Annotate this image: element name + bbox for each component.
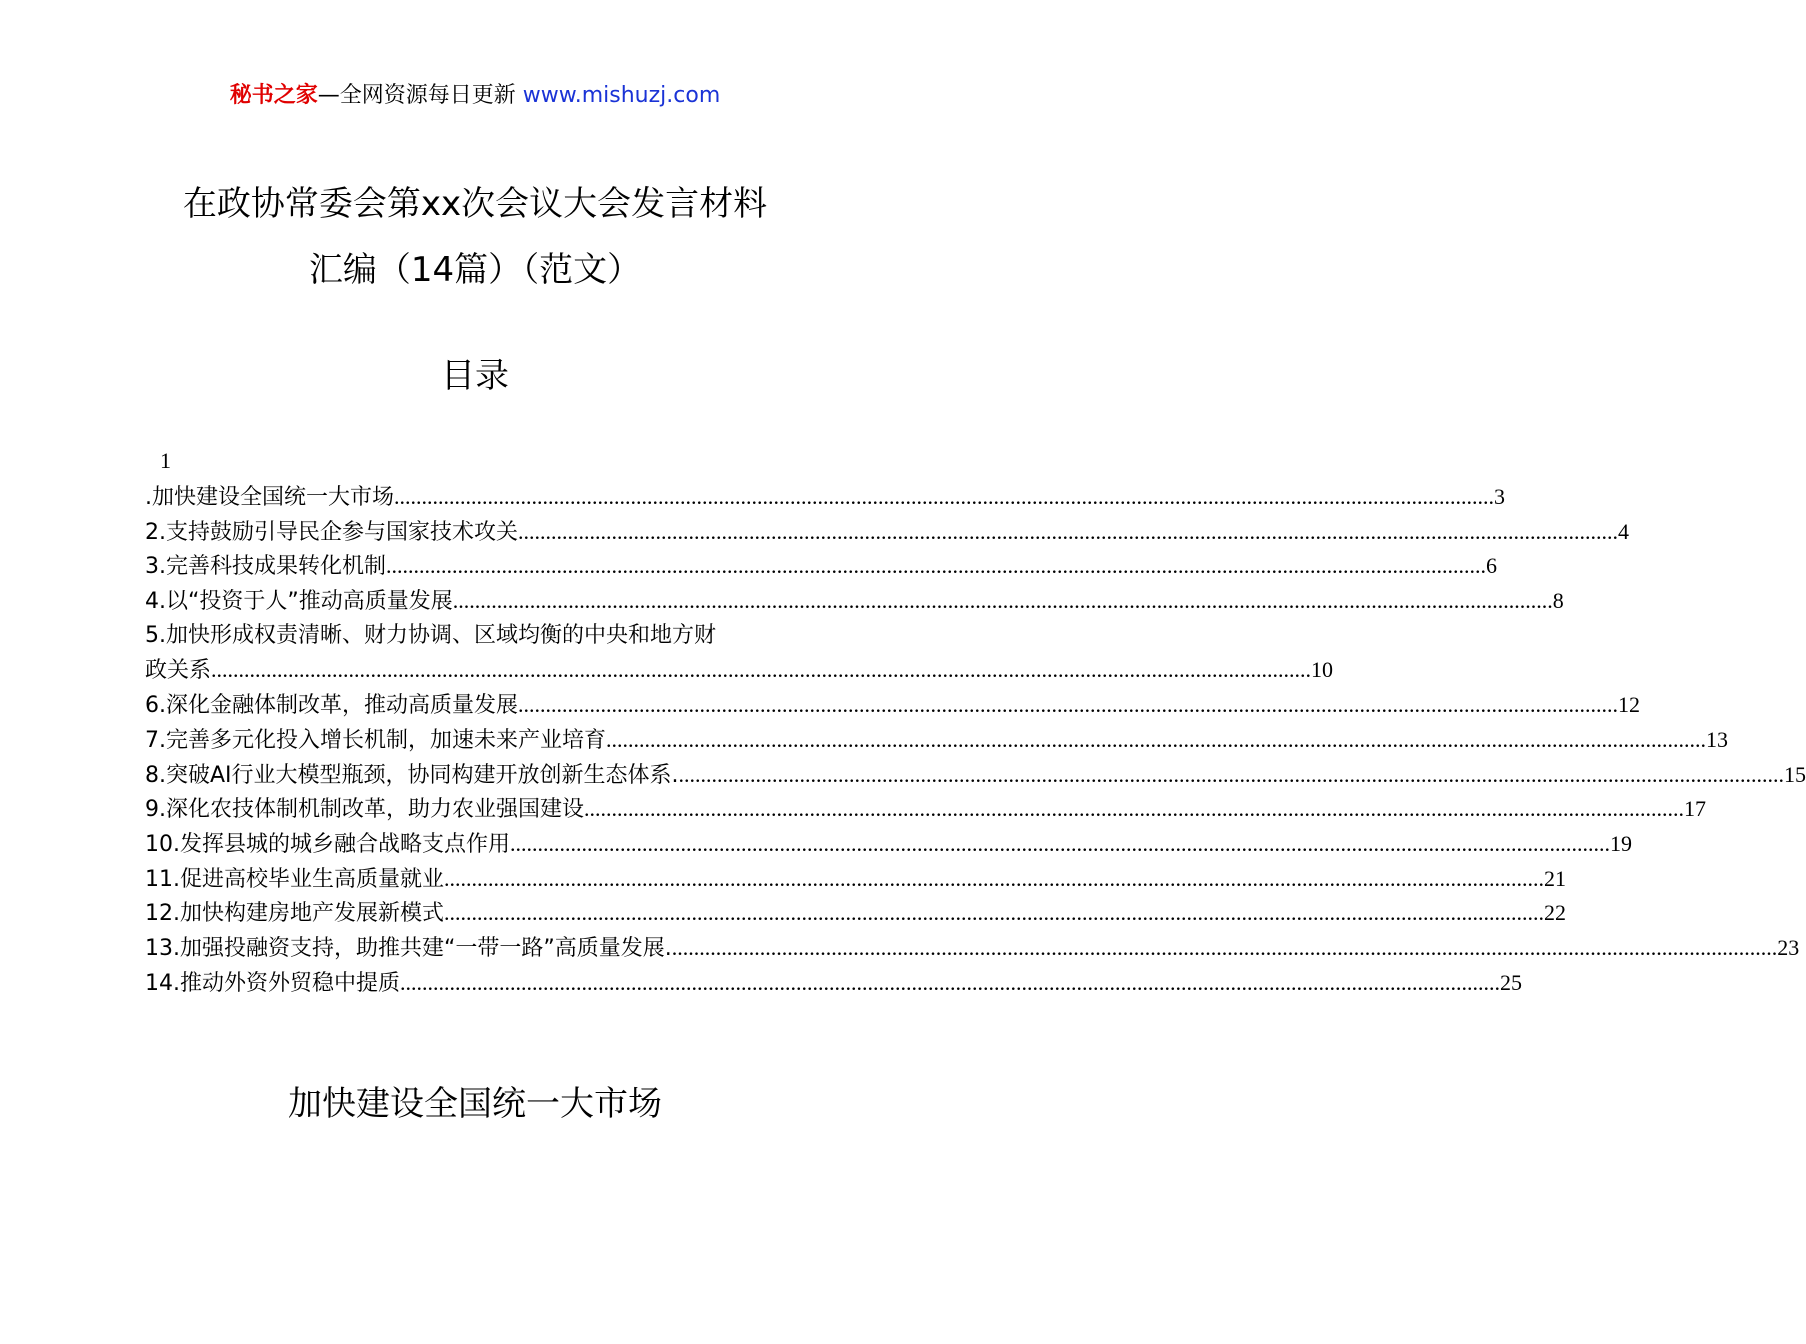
toc-entry[interactable] xyxy=(145,480,1505,515)
toc-dot-leader: ........................................................................................................................................................................................................ xyxy=(452,588,1553,614)
toc-dot-leader: ........................................................................................................................................................................................................ xyxy=(400,969,1500,995)
toc-page-number: 12 xyxy=(1618,692,1640,718)
toc-entry-title: 2.支持鼓励引导民企参与国家技术攻关 xyxy=(145,519,518,545)
toc-page-number: 6 xyxy=(1486,553,1497,579)
toc-entry-title: 11.促进高校毕业生高质量就业 xyxy=(145,866,444,892)
toc-entry-title: 12.加快构建房地产发展新模式 xyxy=(145,901,444,927)
toc-entry[interactable] xyxy=(145,792,1706,827)
toc-entry[interactable] xyxy=(145,758,1806,793)
toc-entry[interactable] xyxy=(145,515,1629,550)
toc-page-number: 25 xyxy=(1500,969,1522,995)
toc-dot-leader: ........................................................................................................................................................................................................ xyxy=(678,761,1779,787)
toc-entry[interactable] xyxy=(145,862,1566,897)
toc-entry[interactable] xyxy=(145,584,1564,619)
toc-dot-leader: ........................................................................................................................................................................................................ xyxy=(671,934,1772,960)
toc-entry[interactable] xyxy=(145,653,1334,688)
toc-stray-number: 1 xyxy=(160,448,171,473)
toc-dot-leader: ........................................................................................................................................................................................................ xyxy=(211,657,1312,683)
toc-entry-title: 13.加强投融资支持，助推共建“一带一路”高质量发展. xyxy=(145,935,672,961)
toc-page-number: .23 xyxy=(1771,934,1800,960)
toc-entry[interactable] xyxy=(145,931,1800,966)
document-title-line-1: 在政协常委会第xx次会议大会发言材料 xyxy=(182,184,768,224)
toc-entry[interactable] xyxy=(145,966,1522,1001)
brand-name: 秘书之家 xyxy=(229,83,318,108)
toc-entry[interactable] xyxy=(145,827,1632,862)
toc-entry-title: 7.完善多元化投入增长机制，加速未来产业培育 xyxy=(145,727,606,753)
toc-entry-title: 10.发挥县城的城乡融合战略支点作用 xyxy=(145,831,510,857)
toc-page-number: 4 xyxy=(1618,518,1629,544)
toc-dot-leader: ........................................................................................................................................................................................................ xyxy=(518,692,1618,718)
toc-page-number: 8 xyxy=(1552,588,1564,614)
toc-page-number: 19 xyxy=(1610,830,1632,856)
toc-entry[interactable] xyxy=(145,549,1497,584)
toc-entry-title: 3.完善科技成果转化机制 xyxy=(145,554,386,580)
toc-dot-leader: ........................................................................................................................................................................................................ xyxy=(394,484,1494,509)
toc-entry-title: 6.深化金融体制改革，推动高质量发展 xyxy=(145,693,518,719)
toc-dot-leader: ........................................................................................................................................................................................................ xyxy=(444,865,1544,891)
toc-entry-title: 4.以“投资于人”推动高质量发展 xyxy=(145,589,453,615)
toc-dot-leader: ........................................................................................................................................................................................................ xyxy=(518,518,1618,544)
toc-entry-title: .加快建设全国统一大市场 xyxy=(145,485,394,510)
toc-entry-title: 政关系 xyxy=(145,658,212,684)
toc-dot-leader: ........................................................................................................................................................................................................ xyxy=(444,900,1544,926)
table-of-contents xyxy=(145,480,1806,1000)
toc-page-number: 21 xyxy=(1544,865,1566,891)
toc-entry[interactable] xyxy=(145,688,1640,723)
document-title-line-2: 汇编（14篇）（范文） xyxy=(308,250,642,290)
toc-entry-title: 9.深化农技体制机制改革，助力农业强国建设 xyxy=(145,797,584,823)
site-header xyxy=(0,80,950,112)
toc-entry-title: 14.推动外资外贸稳中提质 xyxy=(145,970,400,996)
toc-entry-title: 8.突破AI行业大模型瓶颈，协同构建开放创新生态体系. xyxy=(145,762,679,788)
toc-entry[interactable] xyxy=(145,896,1566,931)
toc-heading: 目录 xyxy=(441,356,509,396)
toc-entry[interactable] xyxy=(145,723,1728,758)
toc-page-number: 10 xyxy=(1311,657,1334,683)
toc-page-number: 22 xyxy=(1544,900,1566,926)
site-url-link[interactable]: www.mishuzj.com xyxy=(522,83,721,108)
toc-dot-leader: ........................................................................................................................................................................................................ xyxy=(584,796,1684,822)
toc-page-number: 17 xyxy=(1684,796,1706,822)
toc-dot-leader: ........................................................................................................................................................................................................ xyxy=(606,726,1706,752)
toc-page-number: .15 xyxy=(1778,761,1806,787)
toc-page-number: 13 xyxy=(1706,726,1728,752)
section-title: 加快建设全国统一大市场 xyxy=(288,1084,662,1124)
toc-dot-leader: ........................................................................................................................................................................................................ xyxy=(386,553,1486,579)
brand-tagline: —全网资源每日更新 xyxy=(317,83,516,108)
toc-entry-line[interactable]: 5.加快形成权责清晰、财力协调、区域均衡的中央和地方财 xyxy=(145,622,716,648)
toc-dot-leader: ........................................................................................................................................................................................................ xyxy=(510,830,1610,856)
toc-page-number: 3 xyxy=(1494,484,1505,509)
